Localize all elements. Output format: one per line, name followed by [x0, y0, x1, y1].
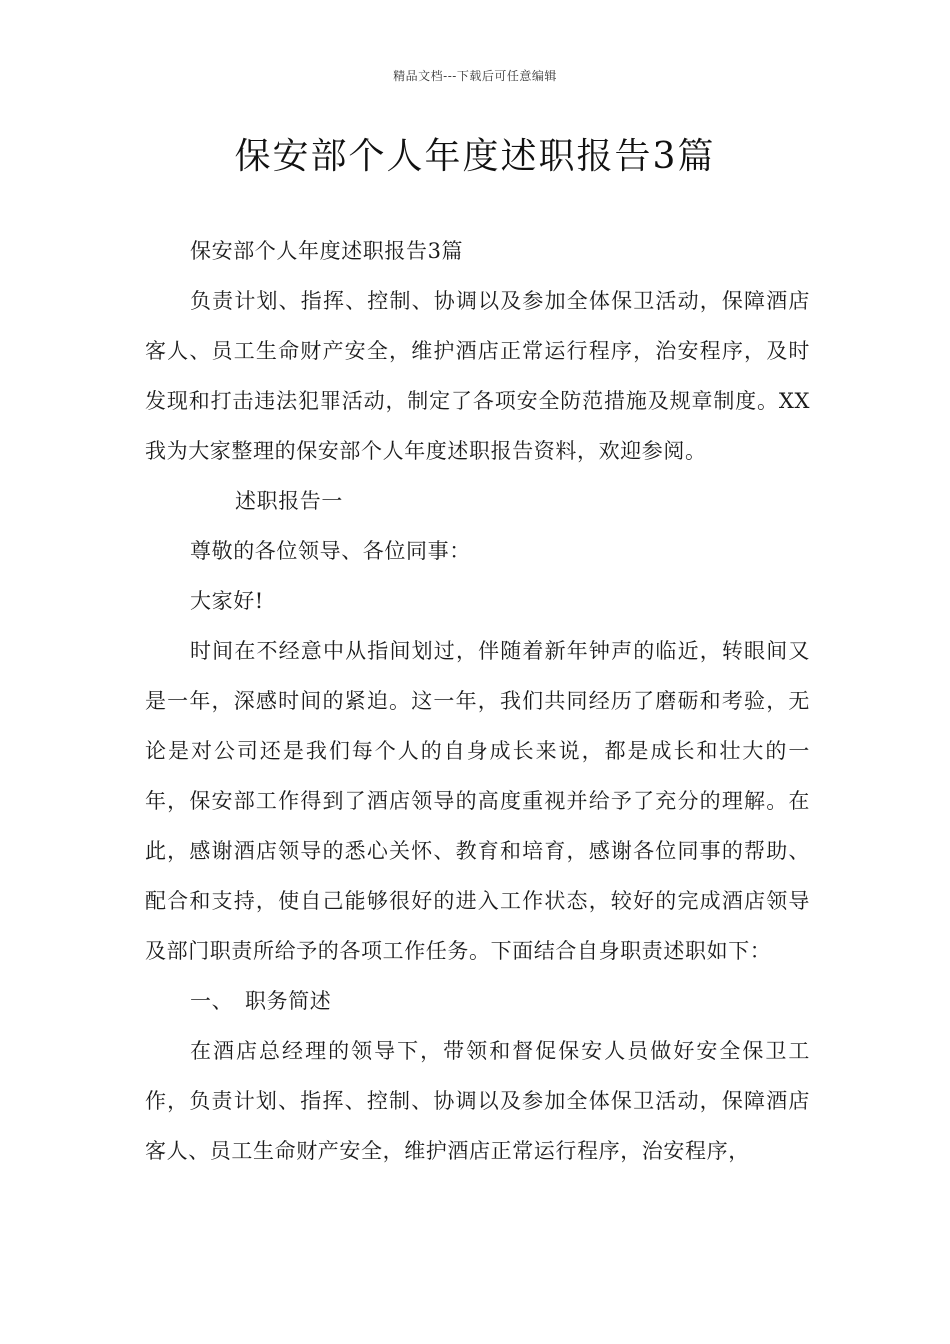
document-body	[145, 226, 810, 1176]
header-note: 精品文档---下载后可任意编辑	[393, 69, 557, 83]
paragraph-salutation: 尊敬的各位领导、各位同事：	[190, 539, 471, 563]
section-title: 职务简述	[245, 989, 332, 1013]
section-number: 一、	[190, 989, 234, 1013]
section-heading	[145, 976, 810, 1026]
paragraph-report-heading: 述职报告一	[235, 489, 343, 513]
paragraph-duties: 在酒店总经理的领导下，带领和督促保安人员做好安全保卫工作，负责计划、指挥、控制、协调以及参加全体保卫活动，保障酒店客人、员工生命财产安全，维护酒店正常运行程序，治安程序，	[145, 1039, 810, 1163]
document-title: 保安部个人年度述职报告3篇	[234, 136, 716, 177]
paragraph-greeting: 大家好!	[190, 589, 264, 613]
paragraph-subtitle: 保安部个人年度述职报告3篇	[190, 239, 464, 263]
paragraph-intro: 负责计划、指挥、控制、协调以及参加全体保卫活动，保障酒店客人、员工生命财产安全，维护酒店正常运行程序，治安程序，及时发现和打击违法犯罪活动，制定了各项安全防范措施及规章制度。XX我为大家整理的保安部个人年度述职报告资料，欢迎参阅。	[145, 289, 810, 463]
paragraph-opening: 时间在不经意中从指间划过，伴随着新年钟声的临近，转眼间又是一年，深感时间的紧迫。这一年，我们共同经历了磨砺和考验，无论是对公司还是我们每个人的自身成长来说，都是成长和壮大的一年，保安部工作得到了酒店领导的高度重视并给予了充分的理解。在此，感谢酒店领导的悉心关怀、教育和培育，感谢各位同事的帮助、配合和支持，使自己能够很好的进入工作状态，较好的完成酒店领导及部门职责所给予的各项工作任务。下面结合自身职责述职如下：	[145, 639, 810, 963]
